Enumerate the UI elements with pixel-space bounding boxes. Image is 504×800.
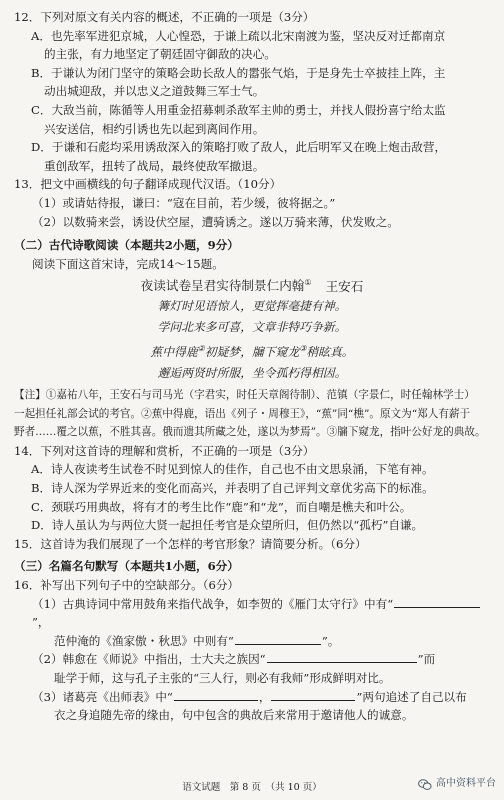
question-15-stem: 15．这首诗为我们展现了一个怎样的考官形象？请简要分析。（6分） bbox=[14, 536, 367, 551]
fill-blank[interactable] bbox=[174, 689, 258, 701]
poem-line-4: 邂逅两贤时所服，坐令孤朽得相因。 bbox=[157, 366, 347, 381]
fill-blank[interactable] bbox=[271, 689, 355, 701]
question-12-option-d: D．于谦和石彪均采用诱敌深入的策略打败了敌人，此后明军又在晚上炮击敌营， bbox=[31, 140, 447, 155]
poem-note-line-2: 一起担任礼部会试的考官。②蕉中得鹿，语出《列子・周穆王》，“蕉”同“樵”。原文为“郑人有薪于 bbox=[14, 407, 471, 420]
fill-blank[interactable] bbox=[235, 633, 321, 645]
question-16-item-2-cont: 耻学于师，这与孔子主张的“三人行，则必有我师”形成鲜明对比。 bbox=[54, 670, 391, 685]
question-14-option-d: D．诗人虽认为与两位大贤一起担任考官是众望所归，但仍然以“孤朽”自谦。 bbox=[31, 518, 424, 533]
question-13-stem: 13．把文中画横线的句子翻译成现代汉语。（10分） bbox=[14, 177, 282, 192]
page-footer: 语文试题 第 8 页 （共 10 页） bbox=[182, 782, 322, 793]
poem-line-3: 蕉中得鹿②初疑梦，牖下窥龙③稍眩真。 bbox=[150, 344, 354, 360]
question-16-item-2: （2）韩愈在《师说》中指出，士大夫之族因“ ”而 bbox=[32, 652, 436, 667]
fill-blank[interactable] bbox=[394, 596, 480, 608]
poem-title: 夜读试卷呈君实待制景仁内翰① 王安石 bbox=[140, 278, 364, 294]
question-12-option-b: B．于谦认为闭门坚守的策略会助长敌人的嚣张气焰，于是身先士卒披挂上阵，主 bbox=[31, 65, 446, 80]
question-12-option-a: A．也先率军进犯京城，人心惶恐，于谦上疏以北宋南渡为鉴，坚决反对迁都南京 bbox=[31, 28, 446, 43]
question-14-stem: 14．下列对这首诗的理解和赏析，不正确的一项是（3分） bbox=[14, 443, 315, 458]
question-13-sentence-1: （1）或请姑待报，谦曰：“寇在目前，若少缓，彼将据之。” bbox=[32, 195, 336, 210]
question-16-item-1-cont: 范仲淹的《渔家傲・秋思》中则有“ ”。 bbox=[54, 633, 340, 648]
poem-line-2: 学问北来多可喜，文章非特巧争新。 bbox=[157, 320, 347, 335]
question-12-option-b-cont: 动出城迎敌，并以忠义之道鼓舞三军士气。 bbox=[44, 84, 265, 99]
question-14-option-a: A．诗人夜读考生试卷不时见到惊人的佳作，自己也不由文思泉涌，下笔有神。 bbox=[31, 462, 434, 477]
watermark bbox=[418, 775, 496, 794]
section-2-intro: 阅读下面这首宋诗，完成14～15题。 bbox=[32, 256, 224, 271]
question-12-option-c: C．大敌当前，陈循等人用重金招募刺杀敌军主帅的勇士，并找人假扮喜宁给太监 bbox=[31, 102, 446, 117]
question-16-item-3-cont: 衣之身追随先帝的缘由，句中包含的典故后来常用于邀请他人的诚意。 bbox=[54, 708, 414, 723]
question-14-option-c: C．颈联巧用典故，将有才的考生比作“鹿”和“龙”，而自嘲是樵夫和叶公。 bbox=[31, 499, 412, 514]
question-13-sentence-2: （2）以数骑来尝，诱设伏空屋，遭骑诱之。遂以万骑来薄，伏发败之。 bbox=[32, 214, 399, 229]
section-3-heading: （三）名篇名句默写（本题共1小题，6分） bbox=[14, 559, 239, 574]
question-16-item-1: （1）古典诗词中常用鼓角来指代战争，如李贺的《雁门太守行》中有“”， bbox=[14, 595, 490, 632]
section-2-heading: （二）古代诗歌阅读（本题共2小题，9分） bbox=[14, 238, 239, 253]
question-16-stem: 16．补写出下列句子中的空缺部分。（6分） bbox=[14, 577, 240, 592]
question-12-stem: 12．下列对原文有关内容的概述，不正确的一项是（3分） bbox=[14, 10, 315, 24]
question-14-option-b: B．诗人深为学界近来的变化而高兴，并表明了自己评判文章优劣高下的标准。 bbox=[31, 480, 434, 495]
poem-note-line-1: 【注】①嘉祐八年，王安石与司马光（字君实，时任天章阁待制）、范镇（字景仁，时任翰林学士） bbox=[14, 389, 475, 402]
poem-line-1: 篝灯时见语惊人，更觉挥毫捷有神。 bbox=[157, 299, 347, 314]
wechat-logo-icon bbox=[418, 779, 432, 791]
fill-blank[interactable] bbox=[267, 651, 417, 663]
question-16-item-3: （3）诸葛亮《出师表》中“ ， ”两句追述了自己以布 bbox=[32, 689, 467, 704]
question-12-option-d-cont: 重创敌军，扭转了战局，最终使敌军撤退。 bbox=[44, 158, 265, 173]
watermark-text: 高中资料平台 bbox=[436, 778, 496, 790]
poem-note-line-3: 野者……覆之以蕉，不胜其喜。俄而遗其所藏之处，遂以为梦焉”。③牖下窥龙，指叶公好龙的典故。 bbox=[14, 426, 486, 439]
question-12-option-c-cont: 兴安送信，相约引诱也先以起到离间作用。 bbox=[44, 121, 265, 136]
poem-author: 王安石 bbox=[325, 278, 364, 294]
question-12-option-a-cont: 的主张，有力地坚定了朝廷固守御敌的决心。 bbox=[44, 47, 276, 62]
